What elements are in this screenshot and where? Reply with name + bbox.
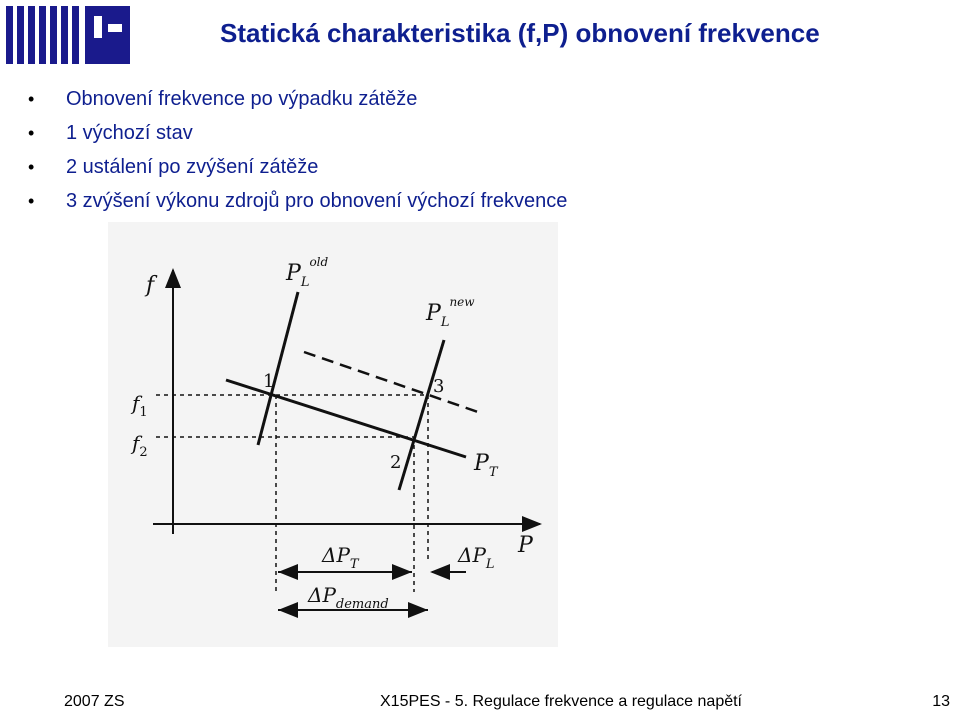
delta-pt-label: $\Delta P_T$	[322, 543, 359, 572]
bullet-dot-icon: •	[28, 191, 35, 211]
footer-date: 2007 ZS	[64, 693, 125, 710]
footer-course: X15PES - 5. Regulace frekvence a regulace napětí	[380, 693, 742, 710]
f2-label: $f_2$	[132, 431, 148, 460]
ctu-logo-icon	[6, 6, 130, 64]
bullet-dot-icon: •	[28, 89, 35, 109]
point-3-label: 3	[433, 376, 445, 397]
bullet-dot-icon: •	[28, 157, 35, 177]
pl-old-label: $P_L^{old}$	[286, 255, 329, 290]
point-2-label: 2	[390, 452, 402, 473]
pl-new-label: $P_L^{new}$	[426, 295, 475, 330]
point-1-label: 1	[263, 371, 275, 392]
f1-label: $f_1$	[132, 391, 148, 420]
bullet-text: 2 ustálení po zvýšení zátěže	[66, 156, 319, 178]
bullet-dot-icon: •	[28, 123, 35, 143]
delta-pdemand-label: $\Delta P_{demand}$	[308, 583, 389, 612]
p-axis-label: P	[518, 533, 533, 558]
bullet-text: Obnovení frekvence po výpadku zátěže	[66, 88, 418, 110]
frequency-diagram	[108, 222, 558, 647]
pt-label: $P_T$	[474, 451, 498, 480]
f-axis-label: f	[146, 273, 155, 298]
bullet-text: 1 výchozí stav	[66, 122, 193, 144]
page-number: 13	[932, 693, 950, 710]
slide-title: Statická charakteristika (f,P) obnovení frekvence	[220, 18, 820, 48]
bullet-text: 3 zvýšení výkonu zdrojů pro obnovení výchozí frekvence	[66, 190, 568, 212]
delta-pl-label: $\Delta P_L$	[458, 543, 495, 572]
